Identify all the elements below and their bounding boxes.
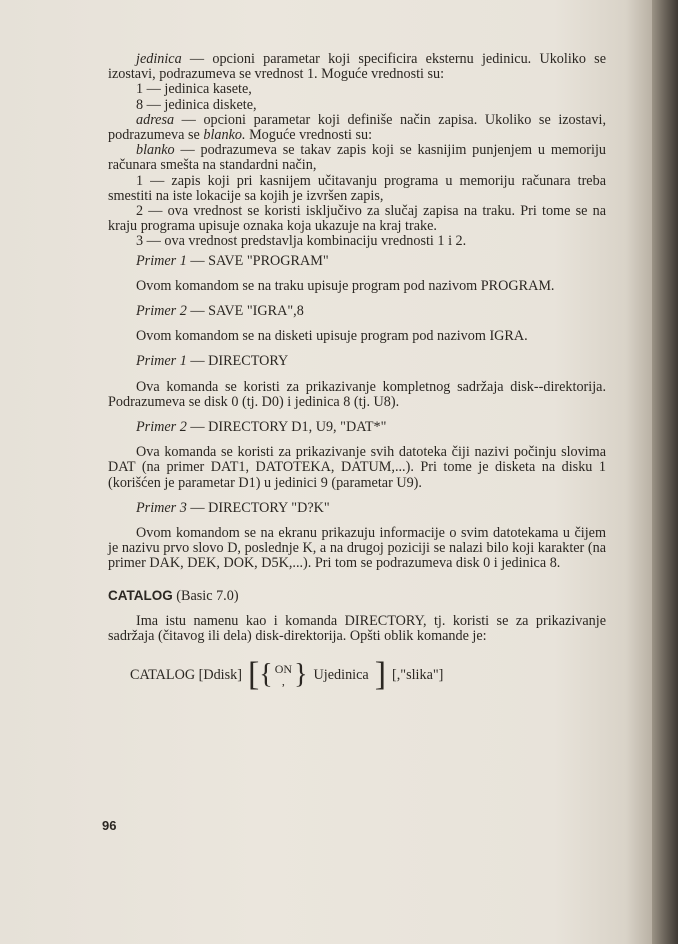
text-run: jedinica bbox=[136, 51, 182, 67]
paragraph-value-3: 3 — ova vrednost predstavlja kombinaciju vrednosti 1 i 2. bbox=[136, 233, 467, 250]
bracket-right: ] bbox=[374, 656, 387, 694]
paragraph-adresa bbox=[108, 113, 606, 143]
page-number: 96 bbox=[102, 818, 117, 833]
text-run: — podrazumeva se takav zapis koji se kasnijim punjenjem u memoriju računara smešta na standardni način, bbox=[108, 142, 606, 174]
list-item-disketa: 8 — jedinica diskete, bbox=[136, 96, 257, 113]
text-run: adresa bbox=[136, 111, 175, 128]
syntax-command: CATALOG [Ddisk] bbox=[130, 666, 242, 683]
example-directory-dk: Primer 3 — DIRECTORY "D?K" bbox=[136, 499, 330, 516]
option-stack bbox=[275, 663, 292, 687]
book-spine bbox=[652, 0, 678, 944]
example-save-igra: Primer 2 — SAVE "IGRA",8 bbox=[136, 303, 304, 320]
example-save-program: Primer 1 — SAVE "PROGRAM" bbox=[136, 252, 329, 269]
paragraph-value-1: 1 — zapis koji pri kasnijem učitavanju programa u memoriju računara treba smestiti na iste lokacije sa kojih je izvršen zapis, bbox=[108, 172, 606, 204]
page-body bbox=[108, 52, 606, 692]
example-save-program-desc: Ovom komandom se na traku upisuje program pod nazivom PROGRAM. bbox=[136, 277, 555, 294]
example-directory-dat-desc: Ova komanda se koristi za prikazivanje svih datoteka čiji nazivi počinju slovima DAT (na primer DAT1, DATOTEKA, DATUM,...). Pri tome je disketa na disku 1 (korišćen je parametar D1) u jedinici 9 (parametar U9). bbox=[108, 444, 606, 491]
paragraph-jedinica bbox=[108, 52, 606, 82]
option-on: ON bbox=[274, 662, 293, 677]
text-run: Moguće vrednosti su: bbox=[245, 127, 373, 144]
bracket-left: [ bbox=[247, 656, 260, 694]
syntax-tail: [,"slika"] bbox=[392, 666, 444, 683]
section-heading-catalog: CATALOG (Basic 7.0) bbox=[108, 587, 239, 604]
option-comma: , bbox=[281, 674, 285, 689]
example-directory-dat: Primer 2 — DIRECTORY D1, U9, "DAT*" bbox=[136, 419, 387, 436]
example-directory: Primer 1 — DIRECTORY bbox=[136, 353, 289, 370]
brace-left: { bbox=[259, 659, 273, 691]
brace-right: } bbox=[294, 659, 308, 691]
text-run: blanko. bbox=[203, 127, 246, 144]
catalog-syntax bbox=[108, 658, 606, 692]
text-run: blanko bbox=[136, 142, 175, 159]
list-item-kaseta: 1 — jedinica kasete, bbox=[136, 81, 252, 98]
syntax-unit: Ujedinica bbox=[313, 666, 369, 683]
paragraph-catalog: Ima istu namenu kao i komanda DIRECTORY, tj. koristi se za prikazivanje sadržaja (čitavog ili dela) disk-direktorija. Opšti oblik komande je: bbox=[108, 612, 606, 645]
example-directory-desc: Ova komanda se koristi za prikazivanje kompletnog sadržaja disk--direktorija. Podrazumeva se disk 0 (tj. D0) i jedinica 8 (tj. U8). bbox=[108, 378, 606, 410]
example-save-igra-desc: Ovom komandom se na disketi upisuje program pod nazivom IGRA. bbox=[136, 328, 528, 345]
text-run: — opcioni parametar koji definiše način zapisa. Ukoliko se izostavi, podrazumeva se bbox=[108, 111, 606, 144]
example-directory-dk-desc: Ovom komandom se na ekranu prikazuju informacije o svim datotekama u čijem je nazivu prvo slovo D, poslednje K, a na drugoj poziciji se nalazi bilo koji karakter (na primer DAK, DEK, DOK, D5K,...). Pri tom se podrazumeva disk 0 i jedinica 8. bbox=[108, 525, 606, 572]
text-run: — opcioni parametar koji specificira eksternu jedinicu. Ukoliko se izostavi, podrazumeva se vrednost 1. Moguće vrednosti su: bbox=[108, 51, 606, 83]
syntax-option-group bbox=[248, 658, 386, 692]
paragraph-blanko bbox=[108, 143, 606, 173]
paragraph-value-2: 2 — ova vrednost se koristi isključivo za slučaj zapisa na traku. Pri tome se na kraju programa upisuje oznaka koja ukazuje na kraj trake. bbox=[108, 203, 606, 235]
